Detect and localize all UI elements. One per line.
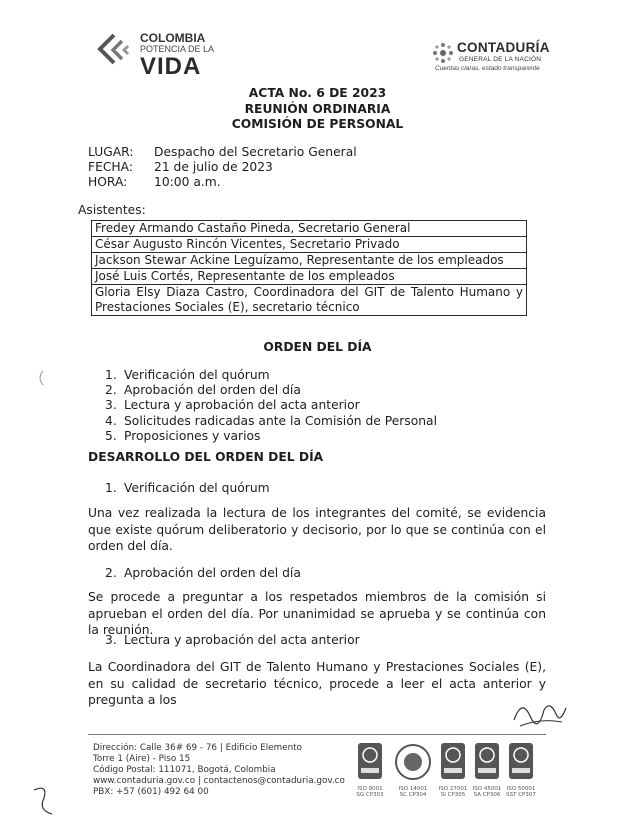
contaduria-subtitle: GENERAL DE LA NACIÓN [459,56,542,63]
step-paragraph: La Coordinadora del GIT de Talento Humano y Prestaciones Sociales (E), en su calidad de secretario técnico, procede a leer el acta anterior y pregunta a los [88,660,546,707]
attendee-row [92,237,527,253]
title-acta-number: ACTA No. 6 DE 2023 [248,86,387,100]
step-number: 3. [105,633,117,647]
meta-value: Despacho del Secretario General [154,145,357,159]
certification-caption: ISO 9001 SG CP303 [356,786,384,798]
list-item-number: 3. [105,398,117,413]
list-item-text: Proposiciones y varios [124,428,261,443]
list-item-number: 4. [105,413,117,428]
list-item-text: Lectura y aprobación del acta anterior [124,398,360,413]
certification-seal [438,742,468,798]
certification-seal [472,742,502,798]
colombia-logo-mark-icon [96,32,132,68]
step-heading [105,633,360,647]
meta-lugar [88,145,357,159]
certification-caption: ISO 50001 SST CP307 [506,786,536,798]
step-title: Lectura y aprobación del acta anterior [124,633,360,647]
list-item [105,429,437,444]
meta-value: 21 de julio de 2023 [154,160,273,174]
step-number: 2. [105,566,117,580]
attendee-row [92,221,527,237]
list-item [105,383,437,398]
step-title: Aprobación del orden del día [124,566,301,580]
list-item-number: 5. [105,428,117,443]
orden-del-dia-list [105,368,437,444]
attendee-row [92,269,527,285]
footer-address [93,743,345,798]
asistentes-label: Asistentes: [78,203,146,217]
certification-seal [356,742,384,798]
attendee-cell: César Augusto Rincón Vicentes, Secretario Privado [92,237,527,253]
contaduria-name: CONTADURÍA [457,40,550,55]
document-title [0,86,635,133]
iqnet-seal-icon [393,742,433,782]
list-item [105,398,437,413]
orden-del-dia-heading: ORDEN DEL DÍA [263,340,372,354]
step-heading [105,481,270,495]
meta-fecha [88,160,273,174]
meta-value: 10:00 a.m. [154,175,221,189]
logo-line-2: POTENCIA DE LA [140,44,215,54]
step-title: Verificación del quórum [124,481,270,495]
attendee-row [92,285,527,316]
icontec-seal-icon [474,742,500,782]
margin-bracket-mark [36,370,44,386]
certification-caption: ISO 45001 SA CP306 [472,786,502,798]
handwritten-signature-icon [510,690,570,735]
certification-seal [393,742,428,798]
footer-line: Código Postal: 111071, Bogotá, Colombia [93,765,276,775]
logo-line-1: COLOMBIA [140,31,206,45]
list-item-text: Verificación del quórum [124,368,270,382]
step-paragraph: Una vez realizada la lectura de los integrantes del comité, se evidencia que existe quórum deliberatorio y decisorio, por lo que se continúa con el orden del día. [88,506,546,553]
title-commission: COMISIÓN DE PERSONAL [231,117,404,131]
handwritten-initials-icon [28,780,58,820]
list-item [105,368,437,383]
step-number: 1. [105,481,117,495]
attendees-table [91,220,527,316]
attendee-cell: Jackson Stewar Ackine Leguízamo, Representante de los empleados [92,253,527,269]
contaduria-logo [432,40,582,80]
desarrollo-heading: DESARROLLO DEL ORDEN DEL DÍA [88,450,324,464]
logo-line-3: VIDA [140,53,202,80]
contaduria-tagline: Cuentas claras, estado transparente [435,65,540,72]
title-meeting-type: REUNIÓN ORDINARIA [244,101,391,116]
attendee-cell: José Luis Cortés, Representante de los empleados [92,269,527,285]
certification-caption: ISO 27001 SI CP305 [438,786,468,798]
certification-seal [506,742,536,798]
list-item-number: 1. [105,368,117,382]
attendee-row [92,253,527,269]
colombia-potencia-de-la-vida-logo [96,28,216,80]
meta-label: LUGAR: [88,145,134,159]
footer-line: PBX: +57 (601) 492 64 00 [93,787,209,797]
icontec-seal-icon [508,742,534,782]
footer-divider [88,734,546,735]
meta-label: FECHA: [88,160,134,174]
list-item-number: 2. [105,383,117,398]
step-paragraph: Se procede a preguntar a los respetados miembros de la comisión si aprueban el orden del día. Por unanimidad se aprueba y se continúa con la reunión. [88,590,546,637]
meta-hora [88,175,221,189]
meta-label: HORA: [88,175,128,189]
list-item [105,414,437,429]
list-item-text: Solicitudes radicadas ante la Comisión de Personal [124,413,438,428]
contaduria-emblem-icon [432,42,454,64]
footer-line: Torre 1 (Aire) - Piso 15 [93,754,191,764]
attendee-cell: Gloria Elsy Diaza Castro, Coordinadora del GIT de Talento Humano y Prestaciones Sociales (E), secretario técnico [92,285,527,316]
footer-line: www.contaduria.gov.co | contactenos@contaduria.gov.co [93,776,345,786]
footer-line: Dirección: Calle 36# 69 - 76 | Edificio Elemento [93,743,302,753]
certification-caption: ISO 14001 SC CP304 [398,786,428,798]
list-item-text: Aprobación del orden del día [124,383,301,398]
attendee-cell: Fredey Armando Castaño Pineda, Secretario General [92,221,527,237]
icontec-seal-icon [440,742,466,782]
step-heading [105,566,301,580]
icontec-seal-icon [357,742,383,782]
